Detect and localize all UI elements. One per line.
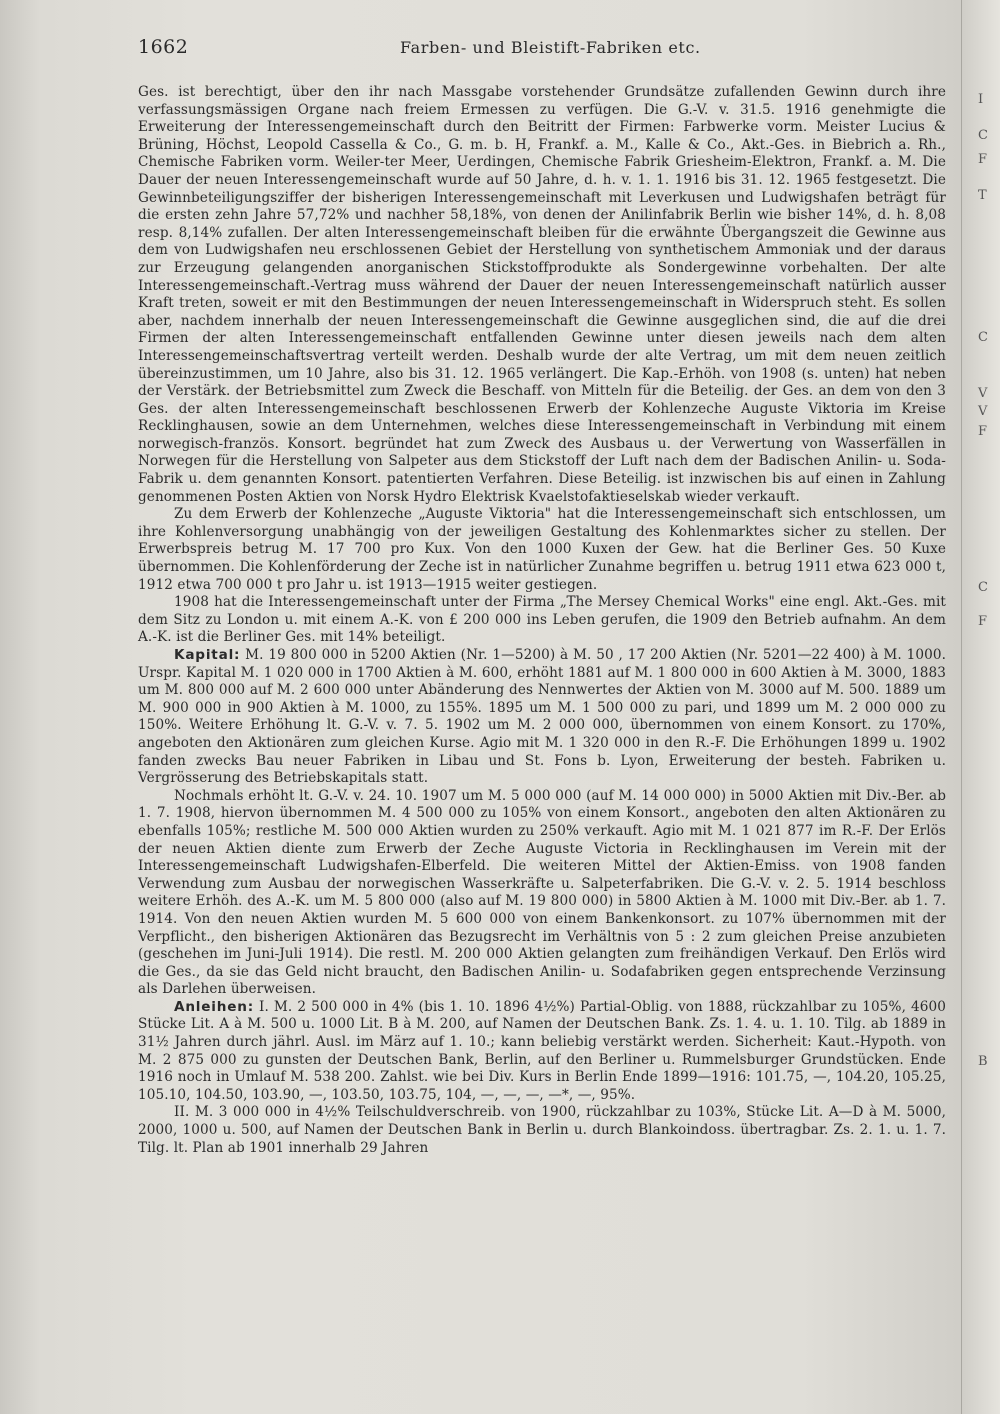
page-number: 1662 (138, 36, 189, 58)
margin-letter: C (978, 330, 988, 345)
paragraph-anleihe-ii: II. M. 3 000 000 in 4½% Teilschuldverschreib. von 1900, rückzahlbar zu 103%, Stücke Lit. A—D à M. 5000, 2000, 1000 u. 500, auf Namen der Deutschen Bank in Berlin u. durch Blankoindoss. übertragbar. Zs. 2. 1. u. 1. 7. Tilg. lt. Plan ab 1901 innerhalb 29 Jahren (138, 1104, 946, 1156)
margin-letter: T (978, 188, 987, 203)
paragraph-anleihen: Anleihen: I. M. 2 500 000 in 4% (bis 1. 10. 1896 4½%) Partial-Oblig. von 1888, rückzahlbar zu 105%, 4600 Stücke Lit. A à M. 500 u. 1000 Lit. B à M. 200, auf Namen der Deutschen Bank. Zs. 1. 4. u. 1. 10. Tilg. ab 1889 in 31½ Jahren durch jährl. Ausl. im März auf 1. 10.; kann beliebig verstärkt werden. Sicherheit: Kaut.-Hypoth. von M. 2 875 000 zu gunsten der Deutschen Bank, Berlin, auf den Berliner u. Rummelsburger Grundstücken. Ende 1916 noch in Umlauf M. 538 200. Zahlst. wie bei Div. Kurs in Berlin Ende 1899—1916: 101.75, —, 104.20, 105.25, 105.10, 104.50, 103.90, —, 103.50, 103.75, 104, —, —, —, —*, —, 95%. (138, 998, 946, 1103)
paragraph-interessengemeinschaft: Ges. ist berechtigt, über den ihr nach Massgabe vorstehender Grundsätze zufallenden Gewinn durch ihre verfassungsmässigen Organe nach freiem Ermessen zu verfügen. Die G.-V. v. 31.5. 1916 genehmigte die Erweiterung der Interessengemeinschaft durch den Beitritt der Firmen: Farbwerke vorm. Meister Lucius & Brüning, Höchst, Leopold Cassella & Co., G. m. b. H, Frankf. a. M., Kalle & Co., Akt.-Ges. in Biebrich a. Rh., Chemische Fabriken vorm. Weiler-ter Meer, Uerdingen, Chemische Fabrik Griesheim-Elektron, Frankf. a. M. Die Dauer der neuen Interessengemeinschaft wurde auf 50 Jahre, d. h. v. 1. 1. 1916 bis 31. 12. 1965 festgesetzt. Die Gewinnbeteiligungsziffer der bisherigen Interessengemeinschaft mit Leverkusen und Ludwigshafen beträgt für die ersten zehn Jahre 57,72% und nachher 58,18%, von denen der Anilinfabrik Berlin wie bisher 14%, d. h. 8,08 resp. 8,14% zufallen. Der alten Interessengemeinschaft bleiben für die erwähnte Übergangszeit die Gewinne aus dem von Ludwigshafen neu erschlossenen Gebiet der Herstellung von synthetischem Ammoniak und der daraus zur Erzeugung gelangenden anorganischen Stickstoffprodukte als Sondergewinne vorbehalten. Der alte Interessengemeinschaft.-Vertrag muss während der Dauer der neuen Interessengemeinschaft natürlich ausser Kraft treten, soweit er mit den Bestimmungen der neuen Interessengemeinschaft in Widerspruch steht. Es sollen aber, nachdem innerhalb der neuen Interessengemeinschaft die Gewinne ausgeglichen sind, die auf die drei Firmen der alten Interessengemeinschaft entfallenden Gewinne unter diesen jeweils nach dem alten Interessengemeinschaftsvertrag verteilt werden. Deshalb wurde der alte Vertrag, um mit dem neuen zeitlich übereinzustimmen, um 10 Jahre, also bis 31. 12. 1965 verlängert. Die Kap.-Erhöh. von 1908 (s. unten) hat neben der Verstärk. der Betriebsmittel zum Zweck die Beschaff. von Mitteln für die Beteilig. der Ges. an dem von den 3 Ges. der alten Interessengemeinschaft beschlossenen Erwerb der Kohlenzeche Auguste Viktoria im Kreise Recklinghausen, sowie an dem Unternehmen, welches diese Interessengemeinschaft in Verbindung mit einem norwegisch-französ. Konsort. begründet hat zum Zweck des Ausbaus u. der Verwertung von Wasserfällen in Norwegen für die Herstellung von Salpeter aus dem Stickstoff der Luft nach dem der Badischen Anilin- u. Soda-Fabrik u. dem genannten Konsort. patentierten Verfahren. Diese Beteilig. ist inzwischen bis auf einen in Zahlung genommenen Posten Aktien von Norsk Hydro Elektrisk Kvaelstofaktieselskab wieder verkauft. (138, 84, 946, 505)
paragraph-kohlenzeche: Zu dem Erwerb der Kohlenzeche „Auguste Viktoria" hat die Interessengemeinschaft sich entschlossen, um ihre Kohlenversorgung unabhängig von der jeweiligen Gestaltung des Kohlenmarktes sicher zu stellen. Der Erwerbspreis betrug M. 17 700 pro Kux. Von den 1000 Kuxen der Gew. hat die Berliner Ges. 50 Kuxe übernommen. Die Kohlenförderung der Zeche ist in natürlicher Zunahme begriffen u. betrug 1911 etwa 623 000 t, 1912 etwa 700 000 t pro Jahr u. ist 1913—1915 weiter gestiegen. (138, 506, 946, 593)
paragraph-kapital-erhoehung: Nochmals erhöht lt. G.-V. v. 24. 10. 1907 um M. 5 000 000 (auf M. 14 000 000) in 5000 Aktien mit Div.-Ber. ab 1. 7. 1908, hiervon übernommen M. 4 500 000 zu 105% von einem Konsort., angeboten den alten Aktionären zu ebenfalls 105%; restliche M. 500 000 Aktien wurden zu 250% verkauft. Agio mit M. 1 021 877 im R.-F. Der Erlös der neuen Aktien diente zum Erwerb der Zeche Auguste Victoria in Recklinghausen im Verein mit der Interessengemeinschaft Ludwigshafen-Elberfeld. Die weiteren Mittel der Aktien-Emiss. von 1908 fanden Verwendung zum Ausbau der norwegischen Wasserkräfte u. Salpeterfabriken. Die G.-V. v. 2. 5. 1914 beschloss weitere Erhöh. des A.-K. um M. 5 800 000 (also auf M. 19 800 000) in 5800 Aktien à M. 1000 mit Div.-Ber. ab 1. 7. 1914. Von den neuen Aktien wurden M. 5 600 000 von einem Bankenkonsort. zu 107% übernommen mit der Verpflicht., den bisherigen Aktionären das Bezugsrecht im Verhältnis von 5 : 2 zum gleichen Preise anzubieten (geschehen im Juni-Juli 1914). Die restl. M. 200 000 Aktien gelangten zum freihändigen Verkauf. Den Erlös wird die Ges., da sie das Geld nicht braucht, den Badischen Anilin- u. Sodafabriken gegen entsprechende Verzinsung als Darlehen überweisen. (138, 787, 946, 998)
margin-letter: C (978, 580, 988, 595)
paragraph-kapital: Kapital: M. 19 800 000 in 5200 Aktien (Nr. 1—5200) à M. 50 , 17 200 Aktien (Nr. 5201—22 400) à M. 1000. Urspr. Kapital M. 1 020 000 in 1700 Aktien à M. 600, erhöht 1881 auf M. 1 800 000 in 600 Aktien à M. 3000, 1883 um M. 800 000 auf M. 2 600 000 unter Abänderung des Nennwertes der Aktien von M. 3000 auf M. 500. 1889 um M. 900 000 in 900 Aktien à M. 1000, zu 155%. 1895 um M. 1 500 000 zu pari, und 1899 um M. 2 000 000 zu 150%. Weitere Erhöhung lt. G.-V. v. 7. 5. 1902 um M. 2 000 000, übernommen von einem Konsort. zu 170%, angeboten den Aktionären zum gleichen Kurse. Agio mit M. 1 320 000 in den R.-F. Die Erhöhungen 1899 u. 1902 fanden zwecks Bau neuer Fabriken in Libau und St. Fons b. Lyon, Erweiterung der besteh. Fabriken u. Vergrösserung des Betriebskapitals statt. (138, 647, 947, 787)
margin-letter: B (978, 1054, 988, 1069)
margin-letter: F (978, 424, 988, 439)
running-title: Farben- und Bleistift-Fabriken etc. (400, 38, 701, 57)
margin-letter: F (978, 614, 988, 629)
margin-letter: V (978, 386, 988, 401)
margin-letter: C (978, 128, 988, 143)
section-label-anleihen: Anleihen: (174, 998, 254, 1015)
paragraph-mersey-chemical: 1908 hat die Interessengemeinschaft unter der Firma „The Mersey Chemical Works" eine engl. Akt.-Ges. mit dem Sitz zu London u. mit einem A.-K. von £ 200 000 ins Leben gerufen, die 1909 den Betrieb aufnahm. An dem A.-K. ist die Berliner Ges. mit 14% beteiligt. (138, 594, 946, 646)
body-text (138, 84, 946, 1157)
margin-letter: F (978, 152, 988, 167)
page-header (138, 36, 958, 64)
section-label-kapital: Kapital: (174, 647, 241, 663)
margin-letter: V (978, 404, 988, 419)
margin-letter: I (978, 92, 984, 107)
adjacent-page-edge (961, 0, 1000, 1414)
